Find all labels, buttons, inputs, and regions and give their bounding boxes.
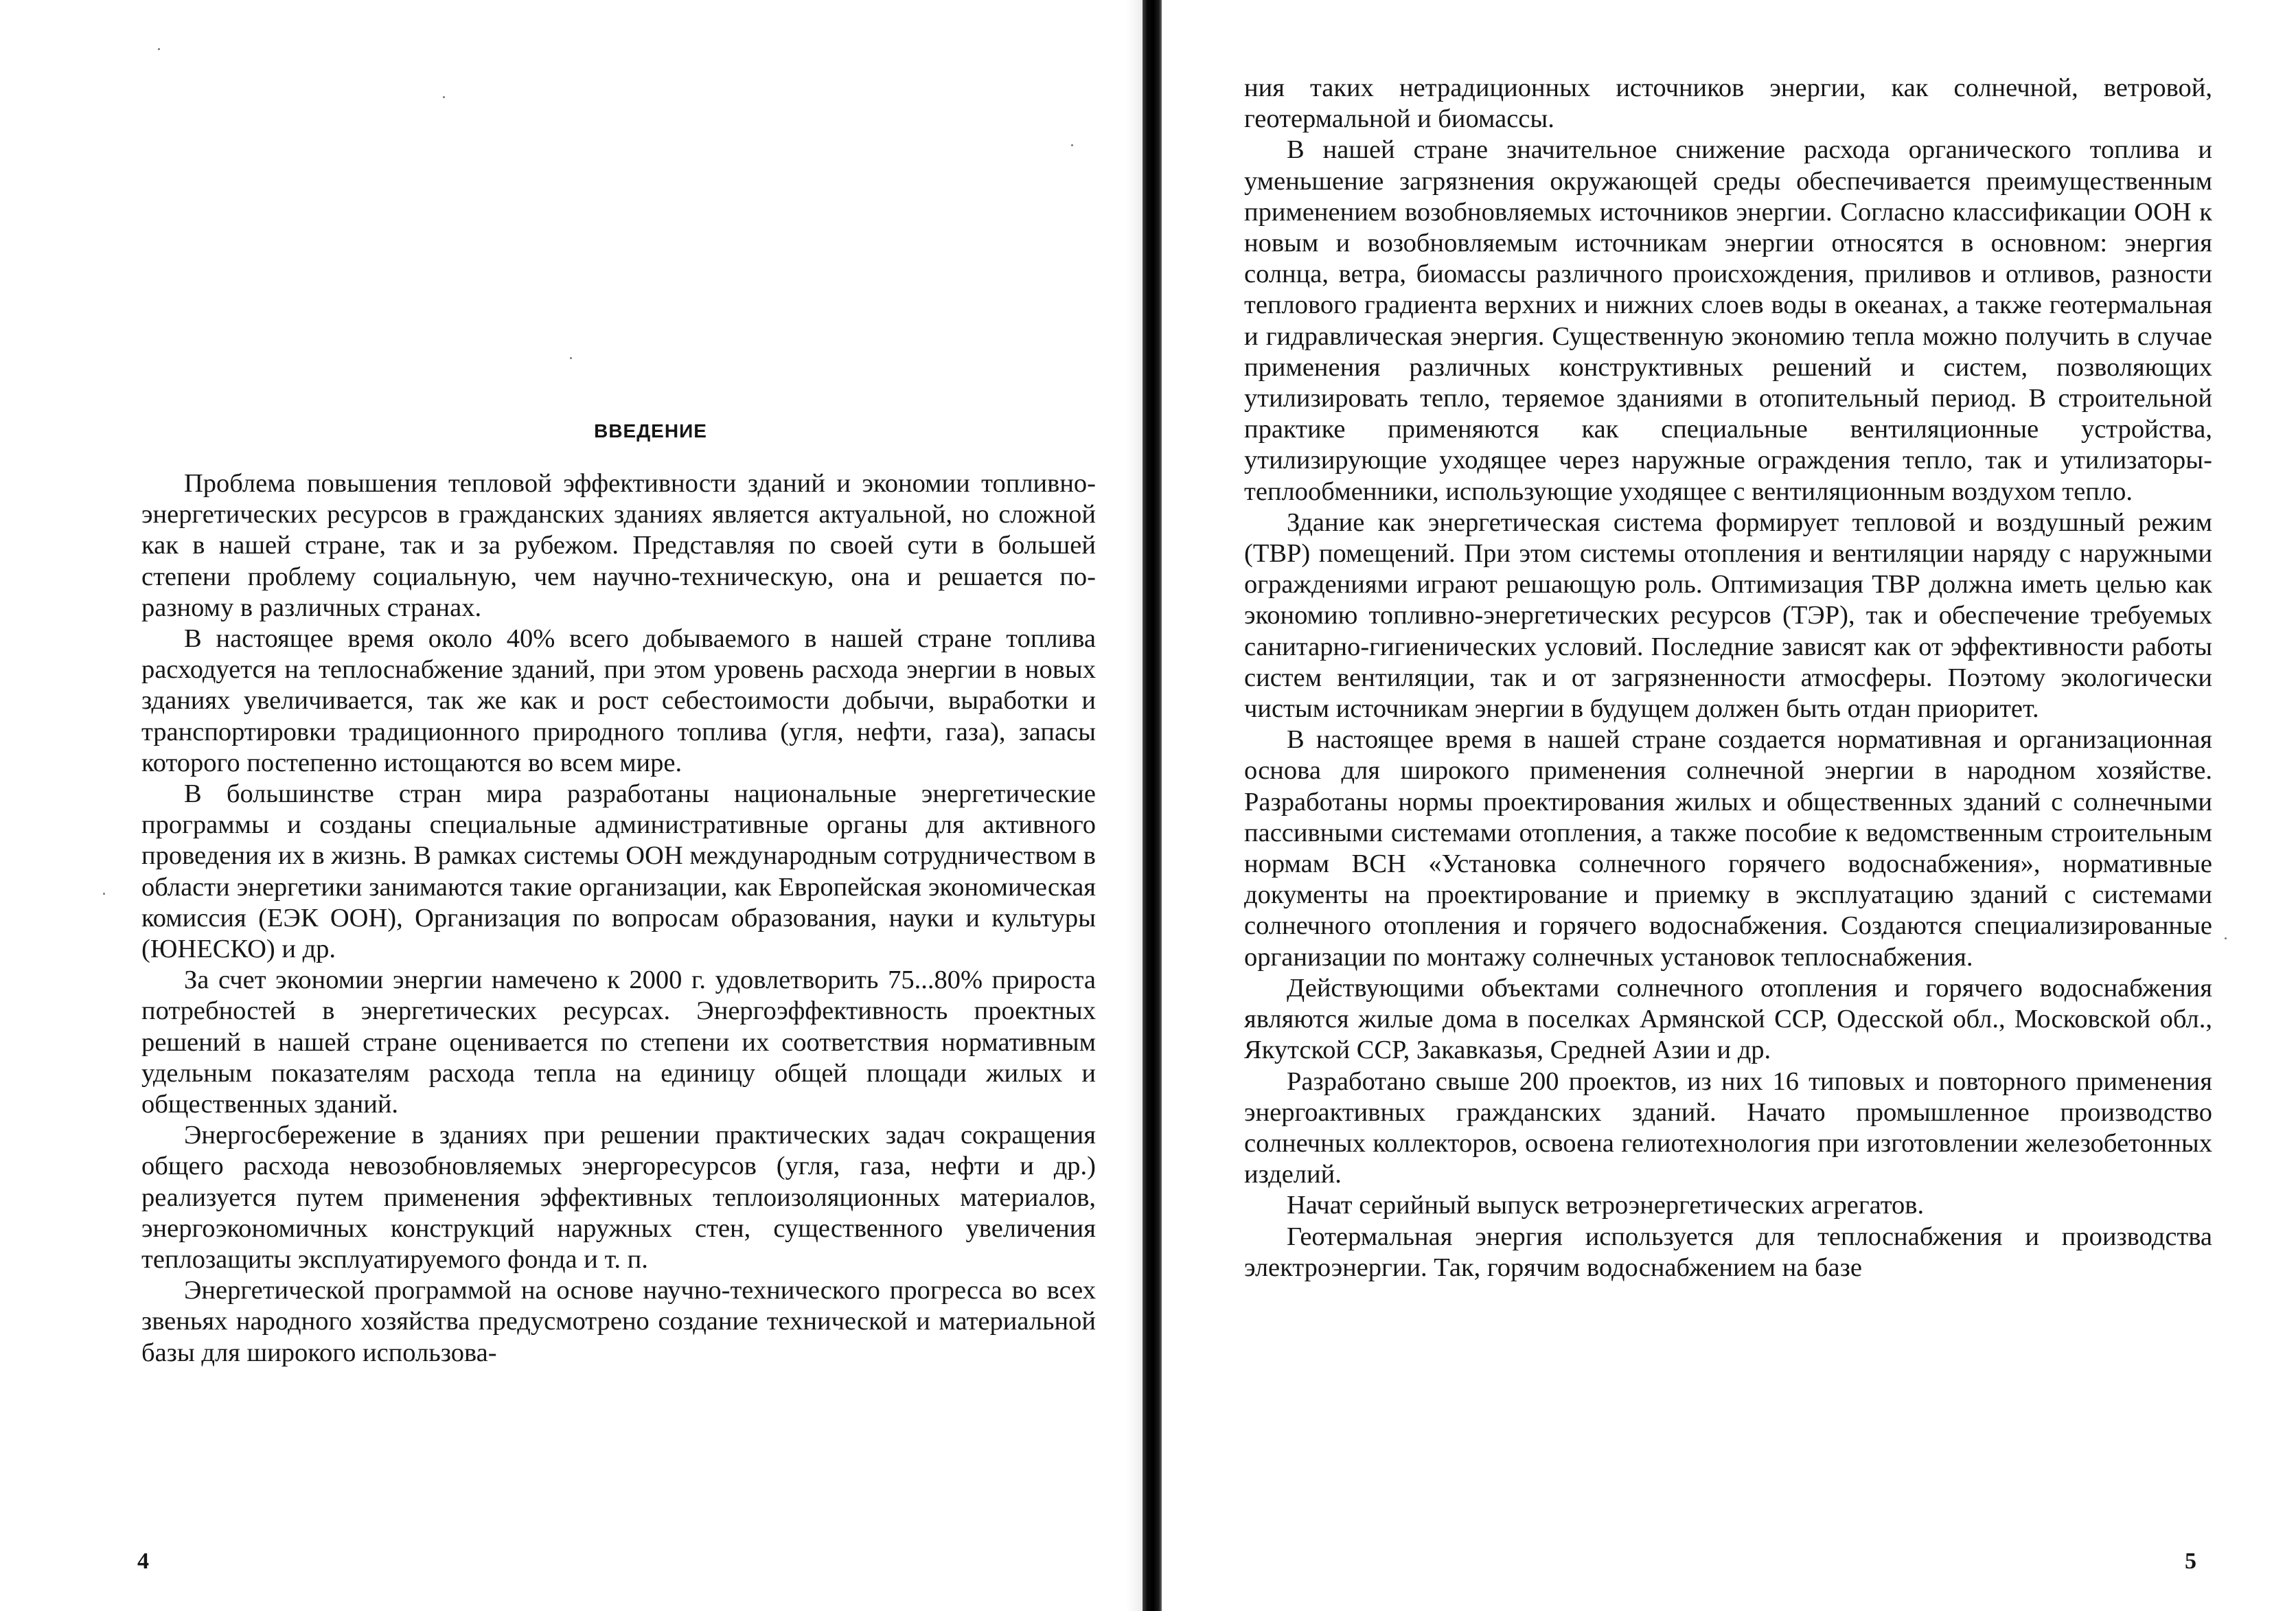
paragraph: Здание как энергетическая система формирует тепловой и воздушный режим (ТВР) помещений. При этом системы отопления и вентиляции наряду с наружными ограждениями играют решающую роль. Оптимизация ТВР должна иметь целью как экономию топливно-энергетических ресурсов (ТЭР), так и обеспечение требуемых санитарно-гигиенических условий. Последние зависят как от эффективности работы систем вентиляции, так и от загрязненности атмосферы. Поэтому экологически чистым источникам энергии в будущем должен быть отдан приоритет. — [1244, 507, 2212, 724]
left-page — [0, 0, 1136, 1611]
paragraph: Начат серийный выпуск ветроэнергетических агрегатов. — [1287, 1191, 1925, 1220]
right-page-body — [1244, 73, 2212, 1283]
paragraph: В нашей стране значительное снижение расхода органического топлива и уменьшение загрязнения окружающей среды обеспечивается преимущественным применением возобновляемых источников энергии. Согласно классификации ООН к новым и возобновляемым источникам энергии относятся в основном: энергия солнца, ветра, биомассы различного происхождения, приливов и отливов, разности теплового градиента верхних и нижних слоев воды в океанах, а также геотермальная и гидравлическая энергия. Существенную экономию тепла можно получить в случае применения различных конструктивных решений и систем, позволяющих утилизировать тепло, теряемое зданиями в отопительный период. В строительной практике применяются как специальные вентиляционные устройства, утилизирующие уходящее через наружные ограждения тепло, так и утилизаторы-теплообменники, использующие уходящее с вентиляционным воздухом тепло. — [1244, 135, 2212, 506]
scan-speck — [158, 48, 160, 50]
paragraph: Действующими объектами солнечного отопления и горячего водоснабжения являются жилые дома в поселках Армянской ССР, Одесской обл., Московской обл., Якутской ССР, Закавказья, Средней Азии и др. — [1244, 973, 2212, 1065]
paragraph: Геотермальная энергия используется для теплоснабжения и производства электроэнергии. Так, горячим водоснабжением на базе — [1244, 1222, 2212, 1282]
paragraph: Разработано свыше 200 проектов, из них 16 типовых и повторного применения энергоактивных гражданских зданий. Начато промышленное производство солнечных коллекторов, освоена гелиотехнология при изготовлении железобетонных изделий. — [1244, 1066, 2212, 1189]
paragraph: Проблема повышения тепловой эффективности зданий и экономии топливно-энергетических ресурсов в гражданских зданиях является актуальной, но сложной как в нашей стране, так и за рубежом. Представляя по своей сути в большей степени проблему социальную, чем научно-техническую, она и решается по-разному в различных странах. — [141, 469, 1096, 622]
paragraph: В большинстве стран мира разработаны национальные энергетические программы и созданы специальные административные органы для активного проведения их в жизнь. В рамках системы ООН международным сотрудничеством в области энергетики занимаются такие организации, как Европейская экономическая комиссия (ЕЭК ООН), Организация по вопросам образования, науки и культуры (ЮНЕСКО) и др. — [141, 779, 1096, 964]
paragraph: За счет экономии энергии намечено к 2000 г. удовлетворить 75...80% прироста потребностей в энергетических ресурсах. Энергоэффективность проектных решений в нашей стране оценивается по степени их соответствия нормативным удельным показателям расхода тепла на единицу общей площади жилых и общественных зданий. — [141, 966, 1096, 1119]
scan-speck — [2225, 937, 2227, 939]
scan-speck — [570, 357, 572, 359]
left-page-body — [141, 468, 1096, 1369]
paragraph: В настоящее время в нашей стране создается нормативная и организационная основа для широкого применения солнечной энергии в народном хозяйстве. Разработаны нормы проектирования жилых и общественных зданий с солнечными пассивными системами отопления, а также пособие к ведомственным строительным нормам ВСН «Установка солнечного горячего водоснабжения», нормативные документы на проектирование и приемку в эксплуатацию зданий с системами солнечного отопления и горячего водоснабжения. Создаются специализированные организации по монтажу солнечных установок теплоснабжения. — [1244, 725, 2212, 972]
section-heading: ВВЕДЕНИЕ — [594, 420, 707, 442]
paragraph: Энергосбережение в зданиях при решении практических задач сокращения общего расхода невозобновляемых энергоресурсов (угля, газа, нефти и др.) реализуется путем применения эффективных теплоизоляционных материалов, энергоэкономичных конструкций наружных стен, существенного увеличения теплозащиты эксплуатируемого фонда и т. п. — [141, 1121, 1096, 1275]
paragraph: Энергетической программой на основе научно-технического прогресса во всех звеньях народного хозяйства предусмотрено создание технической и материальной базы для широкого использова- — [141, 1276, 1096, 1367]
book-gutter — [1143, 0, 1162, 1611]
scan-speck — [1071, 144, 1073, 146]
page-number: 4 — [137, 1549, 149, 1574]
page-number: 5 — [2185, 1549, 2196, 1574]
scan-speck — [443, 96, 445, 98]
gutter-shadow — [1126, 0, 1143, 1611]
paragraph-continuation: ния таких нетрадиционных источников энергии, как солнечной, ветровой, геотермальной и биомассы. — [1244, 73, 2212, 134]
scan-speck — [103, 893, 105, 895]
paragraph: В настоящее время около 40% всего добываемого в нашей стране топлива расходуется на теплоснабжение зданий, при этом уровень расхода энергии в новых зданиях увеличивается, так же как и рост себестоимости добычи, выработки и транспортировки традиционного природного топлива (угля, нефти, газа), запасы которого постепенно истощаются во всем мире. — [141, 624, 1096, 777]
